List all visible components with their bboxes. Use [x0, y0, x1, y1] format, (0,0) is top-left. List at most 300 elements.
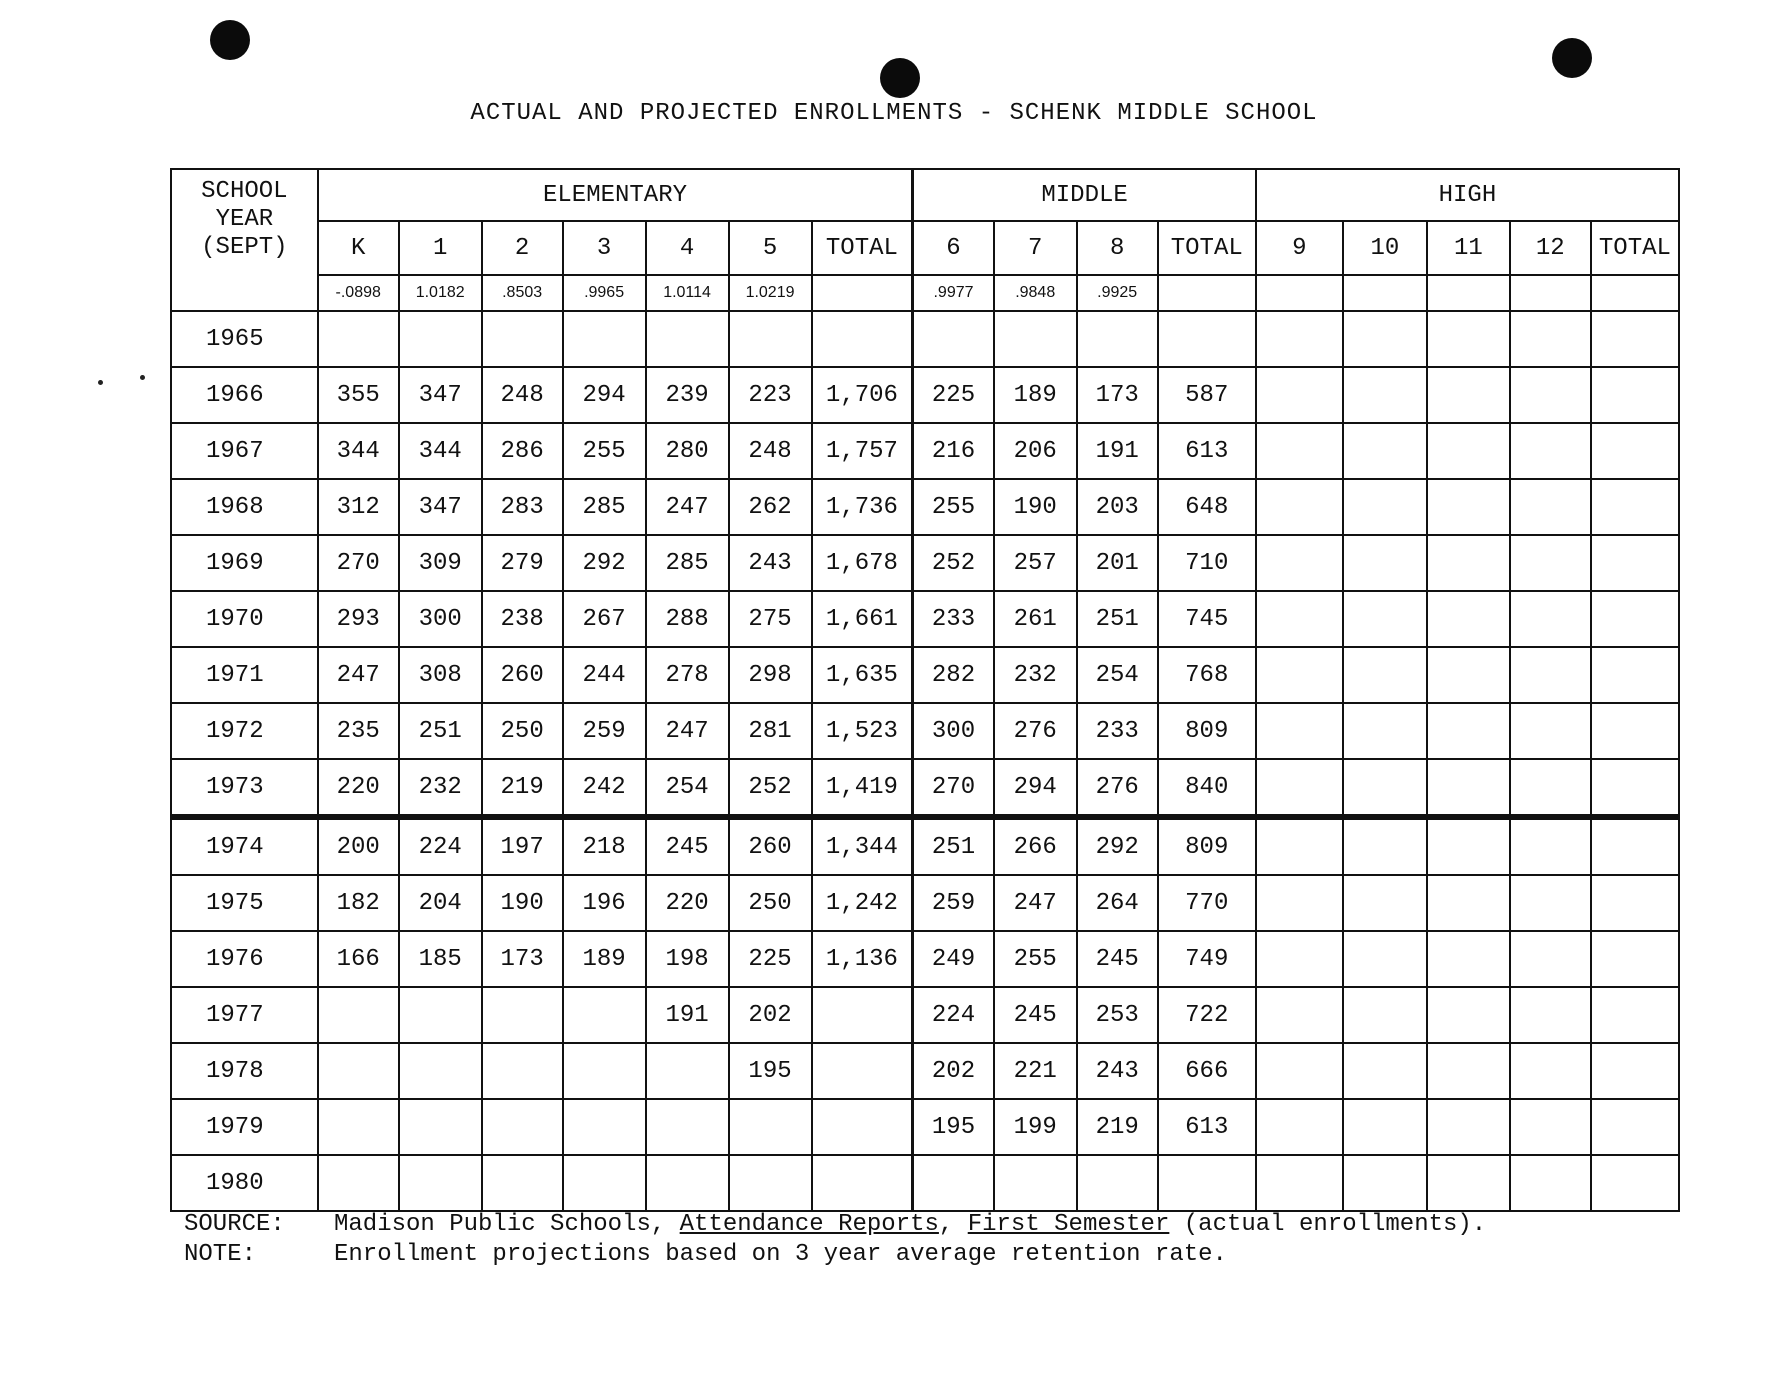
enrollment-cell: [318, 1099, 399, 1155]
enrollment-cell: [1591, 591, 1679, 647]
enrollment-cell: [812, 311, 913, 367]
enrollment-cell: [812, 1043, 913, 1099]
enrollment-cell: 166: [318, 931, 399, 987]
grade-column-header: 3: [563, 221, 646, 275]
punch-hole-right: [1552, 38, 1592, 78]
enrollment-cell: 225: [913, 367, 994, 423]
retention-rate-cell: -.0898: [318, 275, 399, 311]
enrollment-cell: [1343, 367, 1427, 423]
enrollment-cell: 173: [482, 931, 563, 987]
high-group-header: HIGH: [1256, 169, 1679, 221]
enrollment-cell: 1,706: [812, 367, 913, 423]
enrollment-cell: [1510, 535, 1591, 591]
school-year-cell: 1977: [171, 987, 318, 1043]
year-header-line: YEAR: [215, 206, 274, 233]
enrollment-cell: [1256, 1099, 1343, 1155]
enrollment-cell: 235: [318, 703, 399, 759]
page-title: ACTUAL AND PROJECTED ENROLLMENTS - SCHENK MIDDLE SCHOOL: [470, 100, 1318, 127]
retention-rate-cell: [1343, 275, 1427, 311]
enrollment-cell: 1,523: [812, 703, 913, 759]
enrollment-cell: 266: [994, 817, 1077, 875]
enrollment-cell: [1256, 703, 1343, 759]
enrollment-cell: [1427, 1099, 1510, 1155]
grade-column-header: TOTAL: [812, 221, 913, 275]
school-year-cell: 1979: [171, 1099, 318, 1155]
enrollment-cell: 239: [646, 367, 729, 423]
enrollment-cell: [1510, 817, 1591, 875]
enrollment-cell: [1591, 311, 1679, 367]
enrollment-cell: [1427, 931, 1510, 987]
source-label: SOURCE:: [184, 1211, 285, 1238]
enrollment-cell: 282: [913, 647, 994, 703]
enrollment-cell: [1427, 1043, 1510, 1099]
enrollment-cell: [1591, 535, 1679, 591]
enrollment-cell: 245: [1077, 931, 1158, 987]
enrollment-cell: 224: [913, 987, 994, 1043]
table-row: [171, 591, 1679, 647]
enrollment-cell: [1427, 367, 1510, 423]
enrollment-cell: [563, 1155, 646, 1211]
note-text: Enrollment projections based on 3 year average retention rate.: [334, 1241, 1227, 1268]
enrollment-cell: [1427, 817, 1510, 875]
enrollment-cell: 613: [1158, 423, 1256, 479]
grade-column-header: TOTAL: [1591, 221, 1679, 275]
enrollment-cell: 279: [482, 535, 563, 591]
enrollment-cell: [1427, 759, 1510, 817]
enrollment-cell: [812, 987, 913, 1043]
enrollment-cell: [482, 1155, 563, 1211]
enrollment-cell: [1427, 311, 1510, 367]
enrollment-cell: 264: [1077, 875, 1158, 931]
retention-rate-cell: .9965: [563, 275, 646, 311]
enrollment-cell: [1510, 311, 1591, 367]
enrollment-cell: [1343, 311, 1427, 367]
enrollment-cell: 1,136: [812, 931, 913, 987]
enrollment-cell: 225: [729, 931, 812, 987]
enrollment-cell: 281: [729, 703, 812, 759]
grade-column-header: 12: [1510, 221, 1591, 275]
enrollment-cell: [1077, 1155, 1158, 1211]
table-row: [171, 479, 1679, 535]
enrollment-cell: 294: [563, 367, 646, 423]
table-row: [171, 535, 1679, 591]
punch-hole-left: [210, 20, 250, 60]
year-header-line: (SEPT): [201, 234, 288, 261]
enrollment-cell: [1158, 311, 1256, 367]
enrollment-cell: [1427, 647, 1510, 703]
table-row: [171, 817, 1679, 875]
school-year-cell: 1967: [171, 423, 318, 479]
table-row: [171, 987, 1679, 1043]
enrollment-cell: [1343, 1099, 1427, 1155]
enrollment-cell: [1427, 479, 1510, 535]
enrollment-cell: [812, 1155, 913, 1211]
enrollment-cell: 254: [1077, 647, 1158, 703]
enrollment-cell: [1510, 1043, 1591, 1099]
grade-column-header: 1: [399, 221, 482, 275]
enrollment-cell: 195: [913, 1099, 994, 1155]
enrollment-cell: 259: [563, 703, 646, 759]
enrollment-cell: 224: [399, 817, 482, 875]
table-body: [171, 311, 1679, 1211]
enrollment-table: [170, 168, 1680, 1212]
enrollment-cell: [1256, 311, 1343, 367]
enrollment-cell: 722: [1158, 987, 1256, 1043]
enrollment-cell: 248: [729, 423, 812, 479]
enrollment-cell: [1343, 931, 1427, 987]
source-first-semester: First Semester: [967, 1211, 1170, 1238]
enrollment-cell: 242: [563, 759, 646, 817]
enrollment-cell: 245: [994, 987, 1077, 1043]
enrollment-cell: 185: [399, 931, 482, 987]
enrollment-cell: [1343, 591, 1427, 647]
enrollment-cell: 195: [729, 1043, 812, 1099]
enrollment-cell: [1427, 1155, 1510, 1211]
enrollment-cell: 309: [399, 535, 482, 591]
enrollment-cell: 247: [646, 703, 729, 759]
enrollment-cell: 255: [913, 479, 994, 535]
enrollment-cell: [729, 1155, 812, 1211]
table-row: [171, 703, 1679, 759]
enrollment-cell: 198: [646, 931, 729, 987]
enrollment-cell: 189: [563, 931, 646, 987]
table-row: [171, 759, 1679, 817]
enrollment-cell: 276: [1077, 759, 1158, 817]
enrollment-cell: [994, 1155, 1077, 1211]
enrollment-cell: [1343, 987, 1427, 1043]
grade-column-header: 8: [1077, 221, 1158, 275]
enrollment-cell: 308: [399, 647, 482, 703]
enrollment-cell: [1510, 987, 1591, 1043]
enrollment-cell: 298: [729, 647, 812, 703]
grade-column-header: 10: [1343, 221, 1427, 275]
retention-rate-cell: 1.0219: [729, 275, 812, 311]
enrollment-cell: 251: [913, 817, 994, 875]
enrollment-cell: 648: [1158, 479, 1256, 535]
enrollment-cell: 220: [318, 759, 399, 817]
enrollment-cell: 247: [646, 479, 729, 535]
enrollment-cell: [1256, 647, 1343, 703]
enrollment-cell: 260: [482, 647, 563, 703]
enrollment-cell: [1427, 875, 1510, 931]
enrollment-cell: 294: [994, 759, 1077, 817]
retention-rate-row: [171, 275, 1679, 311]
source-prefix: Madison Public Schools,: [334, 1211, 680, 1238]
enrollment-cell: [1343, 423, 1427, 479]
enrollment-cell: [1256, 1155, 1343, 1211]
enrollment-cell: [1256, 591, 1343, 647]
grade-header-row: [171, 221, 1679, 275]
enrollment-cell: [1510, 1155, 1591, 1211]
source-separator: ,: [938, 1211, 968, 1238]
enrollment-cell: 1,661: [812, 591, 913, 647]
enrollment-cell: 260: [729, 817, 812, 875]
source-text: [334, 1210, 1486, 1240]
enrollment-cell: 189: [994, 367, 1077, 423]
enrollment-cell: 243: [729, 535, 812, 591]
grade-column-header: 2: [482, 221, 563, 275]
retention-rate-cell: 1.0114: [646, 275, 729, 311]
enrollment-cell: 270: [318, 535, 399, 591]
enrollment-cell: 204: [399, 875, 482, 931]
enrollment-cell: 666: [1158, 1043, 1256, 1099]
note-line: [184, 1240, 1486, 1270]
enrollment-cell: 257: [994, 535, 1077, 591]
enrollment-cell: 1,736: [812, 479, 913, 535]
enrollment-cell: 267: [563, 591, 646, 647]
enrollment-cell: 262: [729, 479, 812, 535]
enrollment-cell: 275: [729, 591, 812, 647]
enrollment-cell: [1591, 987, 1679, 1043]
grade-column-header: 5: [729, 221, 812, 275]
enrollment-cell: 300: [399, 591, 482, 647]
school-year-cell: 1965: [171, 311, 318, 367]
enrollment-cell: 1,635: [812, 647, 913, 703]
enrollment-cell: 278: [646, 647, 729, 703]
enrollment-cell: 840: [1158, 759, 1256, 817]
enrollment-cell: [1510, 591, 1591, 647]
enrollment-cell: [318, 1155, 399, 1211]
enrollment-cell: 190: [994, 479, 1077, 535]
table-row: [171, 647, 1679, 703]
enrollment-cell: [482, 987, 563, 1043]
enrollment-cell: [812, 1099, 913, 1155]
enrollment-cell: 247: [994, 875, 1077, 931]
enrollment-cell: [1343, 647, 1427, 703]
enrollment-cell: 768: [1158, 647, 1256, 703]
enrollment-cell: [563, 987, 646, 1043]
enrollment-cell: [646, 1155, 729, 1211]
enrollment-cell: 613: [1158, 1099, 1256, 1155]
retention-rate-cell: [1427, 275, 1510, 311]
enrollment-cell: 202: [729, 987, 812, 1043]
enrollment-cell: 1,344: [812, 817, 913, 875]
enrollment-cell: [646, 311, 729, 367]
table-row: [171, 931, 1679, 987]
enrollment-cell: [1343, 817, 1427, 875]
enrollment-cell: [1591, 1099, 1679, 1155]
enrollment-cell: 259: [913, 875, 994, 931]
school-year-cell: 1976: [171, 931, 318, 987]
enrollment-cell: 218: [563, 817, 646, 875]
enrollment-cell: 251: [1077, 591, 1158, 647]
enrollment-cell: 261: [994, 591, 1077, 647]
grade-column-header: TOTAL: [1158, 221, 1256, 275]
school-year-cell: 1969: [171, 535, 318, 591]
enrollment-cell: [1256, 987, 1343, 1043]
enrollment-cell: [913, 311, 994, 367]
source-suffix: (actual enrollments).: [1169, 1211, 1487, 1238]
enrollment-cell: 221: [994, 1043, 1077, 1099]
retention-rate-cell: .9848: [994, 275, 1077, 311]
source-attendance-reports: Attendance Reports: [679, 1211, 939, 1238]
enrollment-cell: [1256, 931, 1343, 987]
enrollment-cell: 233: [1077, 703, 1158, 759]
table-row: [171, 367, 1679, 423]
scan-speck: [98, 380, 103, 385]
enrollment-cell: [1510, 647, 1591, 703]
enrollment-cell: [994, 311, 1077, 367]
enrollment-cell: [729, 311, 812, 367]
enrollment-cell: 749: [1158, 931, 1256, 987]
enrollment-cell: [318, 311, 399, 367]
enrollment-cell: [1510, 423, 1591, 479]
enrollment-cell: 244: [563, 647, 646, 703]
enrollment-cell: 255: [563, 423, 646, 479]
enrollment-cell: 201: [1077, 535, 1158, 591]
table-row: [171, 1043, 1679, 1099]
enrollment-cell: 809: [1158, 817, 1256, 875]
year-column-header: [171, 169, 318, 311]
enrollment-cell: [1510, 703, 1591, 759]
source-line: [184, 1210, 1486, 1240]
enrollment-cell: 285: [646, 535, 729, 591]
enrollment-cell: 770: [1158, 875, 1256, 931]
enrollment-cell: 199: [994, 1099, 1077, 1155]
enrollment-cell: 203: [1077, 479, 1158, 535]
enrollment-cell: 286: [482, 423, 563, 479]
enrollment-cell: [1591, 479, 1679, 535]
footer-notes: [184, 1210, 1486, 1270]
enrollment-cell: [1256, 759, 1343, 817]
enrollment-cell: [1343, 875, 1427, 931]
grade-column-header: K: [318, 221, 399, 275]
enrollment-cell: [318, 987, 399, 1043]
enrollment-cell: [1591, 1043, 1679, 1099]
table-row: [171, 423, 1679, 479]
enrollment-cell: 344: [318, 423, 399, 479]
year-header-line: SCHOOL: [201, 178, 288, 205]
enrollment-cell: 1,757: [812, 423, 913, 479]
enrollment-cell: 232: [399, 759, 482, 817]
enrollment-cell: [1256, 817, 1343, 875]
enrollment-cell: 285: [563, 479, 646, 535]
enrollment-cell: 312: [318, 479, 399, 535]
retention-rate-cell: .9925: [1077, 275, 1158, 311]
enrollment-cell: 238: [482, 591, 563, 647]
enrollment-cell: 252: [913, 535, 994, 591]
retention-rate-cell: 1.0182: [399, 275, 482, 311]
grade-column-header: 11: [1427, 221, 1510, 275]
retention-rate-cell: .8503: [482, 275, 563, 311]
enrollment-cell: [1256, 875, 1343, 931]
enrollment-cell: 251: [399, 703, 482, 759]
enrollment-cell: 283: [482, 479, 563, 535]
enrollment-cell: 219: [1077, 1099, 1158, 1155]
enrollment-cell: 809: [1158, 703, 1256, 759]
school-year-cell: 1968: [171, 479, 318, 535]
enrollment-cell: [1343, 703, 1427, 759]
enrollment-cell: 223: [729, 367, 812, 423]
enrollment-cell: [399, 1155, 482, 1211]
enrollment-cell: [646, 1099, 729, 1155]
enrollment-cell: 292: [1077, 817, 1158, 875]
retention-rate-cell: [1510, 275, 1591, 311]
enrollment-cell: [1256, 367, 1343, 423]
school-year-cell: 1972: [171, 703, 318, 759]
enrollment-cell: 1,678: [812, 535, 913, 591]
enrollment-cell: [399, 1043, 482, 1099]
enrollment-cell: 173: [1077, 367, 1158, 423]
enrollment-cell: [646, 1043, 729, 1099]
enrollment-cell: 587: [1158, 367, 1256, 423]
retention-rate-cell: [1256, 275, 1343, 311]
retention-rate-cell: [1591, 275, 1679, 311]
enrollment-cell: [1427, 535, 1510, 591]
enrollment-cell: [1591, 703, 1679, 759]
enrollment-cell: 245: [646, 817, 729, 875]
table-row: [171, 1099, 1679, 1155]
school-year-cell: 1980: [171, 1155, 318, 1211]
enrollment-cell: 270: [913, 759, 994, 817]
enrollment-cell: [1343, 1155, 1427, 1211]
enrollment-cell: [729, 1099, 812, 1155]
enrollment-cell: 344: [399, 423, 482, 479]
punch-hole-center: [880, 58, 920, 98]
enrollment-cell: 355: [318, 367, 399, 423]
retention-rate-cell: .9977: [913, 275, 994, 311]
enrollment-cell: [1510, 367, 1591, 423]
enrollment-cell: 250: [482, 703, 563, 759]
enrollment-cell: 202: [913, 1043, 994, 1099]
enrollment-cell: [563, 1099, 646, 1155]
school-year-cell: 1974: [171, 817, 318, 875]
grade-column-header: 9: [1256, 221, 1343, 275]
grade-column-header: 6: [913, 221, 994, 275]
enrollment-cell: [1591, 1155, 1679, 1211]
enrollment-cell: 182: [318, 875, 399, 931]
enrollment-cell: [399, 1099, 482, 1155]
school-year-cell: 1966: [171, 367, 318, 423]
middle-group-header: MIDDLE: [913, 169, 1256, 221]
enrollment-cell: [1510, 875, 1591, 931]
enrollment-cell: 276: [994, 703, 1077, 759]
enrollment-cell: [1343, 759, 1427, 817]
elementary-group-header: ELEMENTARY: [318, 169, 913, 221]
enrollment-cell: 220: [646, 875, 729, 931]
enrollment-cell: [1510, 759, 1591, 817]
enrollment-cell: 1,419: [812, 759, 913, 817]
enrollment-cell: [1256, 535, 1343, 591]
enrollment-cell: [1343, 535, 1427, 591]
enrollment-cell: [1077, 311, 1158, 367]
enrollment-cell: [1427, 591, 1510, 647]
enrollment-cell: 200: [318, 817, 399, 875]
enrollment-cell: 280: [646, 423, 729, 479]
enrollment-cell: 250: [729, 875, 812, 931]
enrollment-cell: [1591, 817, 1679, 875]
enrollment-cell: [1591, 367, 1679, 423]
enrollment-cell: [482, 1099, 563, 1155]
enrollment-cell: 197: [482, 817, 563, 875]
school-year-cell: 1978: [171, 1043, 318, 1099]
enrollment-cell: 233: [913, 591, 994, 647]
enrollment-cell: 247: [318, 647, 399, 703]
enrollment-cell: [1591, 759, 1679, 817]
enrollment-cell: 745: [1158, 591, 1256, 647]
enrollment-cell: 190: [482, 875, 563, 931]
enrollment-cell: [1256, 479, 1343, 535]
enrollment-cell: 249: [913, 931, 994, 987]
enrollment-cell: 347: [399, 479, 482, 535]
retention-rate-cell: [1158, 275, 1256, 311]
enrollment-cell: [913, 1155, 994, 1211]
school-year-cell: 1970: [171, 591, 318, 647]
enrollment-cell: 1,242: [812, 875, 913, 931]
enrollment-cell: 243: [1077, 1043, 1158, 1099]
retention-rate-cell: [812, 275, 913, 311]
enrollment-cell: 191: [646, 987, 729, 1043]
